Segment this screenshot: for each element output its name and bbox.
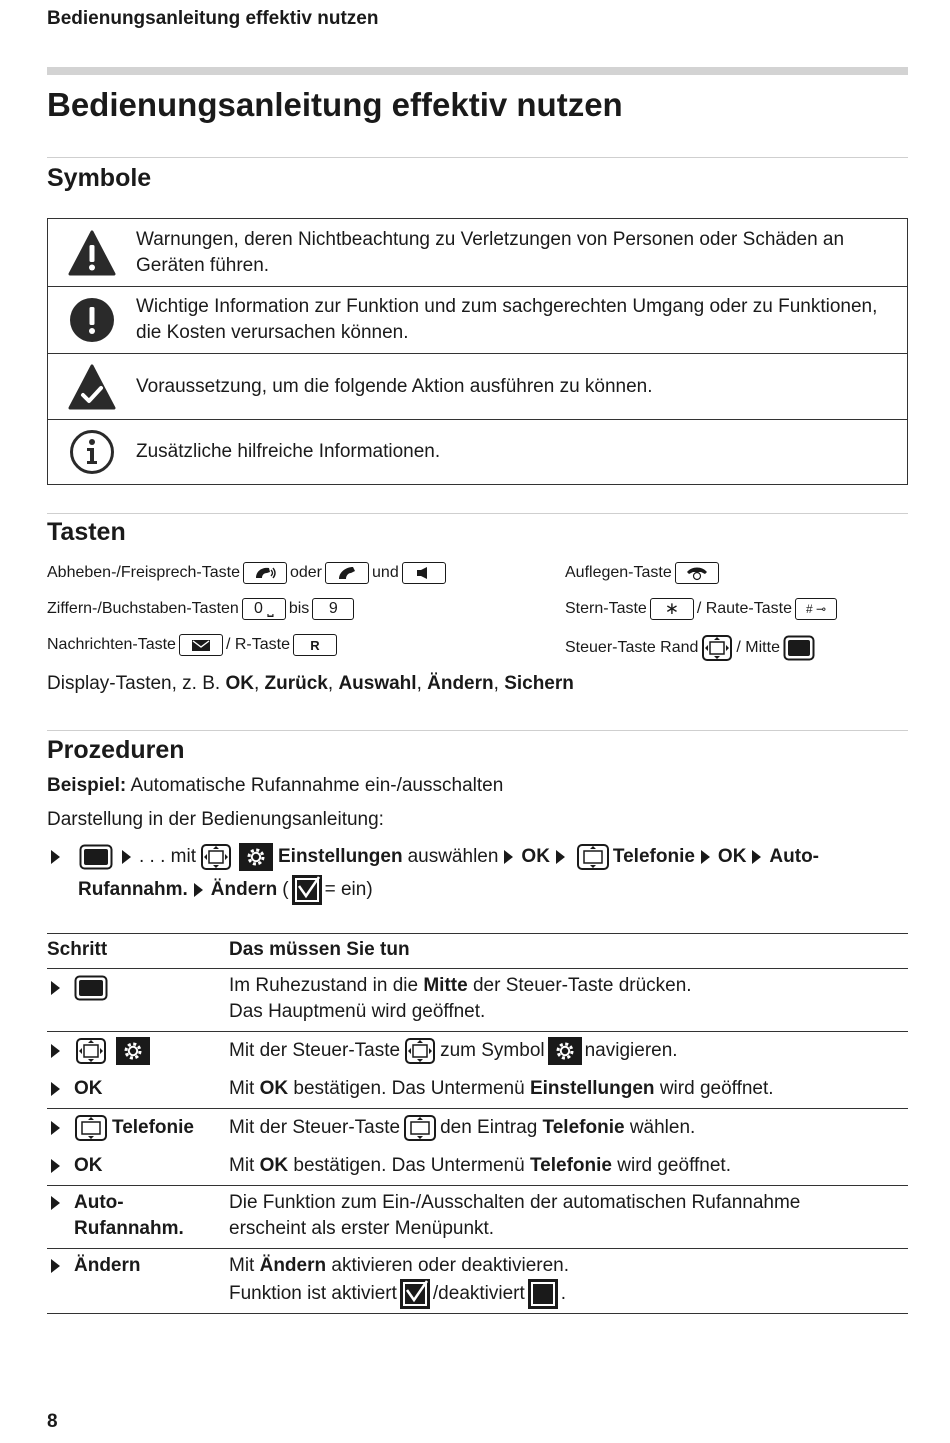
flow-ok: OK [521, 846, 550, 867]
example-line [47, 775, 503, 797]
table-row [47, 969, 908, 1032]
checkbox-checked-icon [400, 1279, 430, 1309]
step-label: OK [74, 1078, 103, 1099]
action-text [229, 1111, 908, 1145]
hash-key: # ⊸ [795, 598, 837, 620]
symbols-table [47, 218, 908, 485]
text-run: . [560, 1283, 567, 1304]
text-run: Mit der Steuer-Taste [229, 1117, 401, 1138]
flow-rufannahm: Rufannahm. [78, 879, 188, 900]
step-cell [47, 1072, 229, 1106]
step-cell [47, 1111, 229, 1145]
symbols-heading: Symbole [47, 164, 152, 192]
checkbox-checked-icon [292, 875, 322, 905]
text-run: Mit [229, 1078, 255, 1099]
page-title: Bedienungsanleitung effektiv nutzen [47, 86, 623, 123]
procedure-table [47, 933, 908, 1314]
step-cell [47, 1190, 229, 1242]
column-header-step: Schritt [47, 934, 229, 969]
onhook-key-icon [675, 562, 719, 584]
settings-gear-icon [239, 843, 273, 871]
arrow-icon [51, 1159, 60, 1173]
r-key-label: / R-Taste [225, 636, 290, 653]
flow-aendern: Ändern [210, 879, 278, 900]
control-updown-icon [403, 1114, 437, 1142]
flow-ein: = ein) [324, 879, 373, 900]
keys-row-star-hash [565, 598, 840, 620]
action-text [229, 1072, 908, 1106]
divider [47, 730, 908, 731]
running-header: Bedienungsanleitung effektiv nutzen [47, 8, 379, 29]
control-ring-icon [701, 634, 733, 662]
arrow-icon [556, 850, 565, 864]
text-bold: OK [259, 1078, 289, 1099]
procedures-heading: Prozeduren [47, 736, 185, 764]
text-bold: Einstellungen [529, 1078, 655, 1099]
text-run: wählen. [629, 1117, 696, 1138]
digits-label: Ziffern-/Buchstaben-Tasten [47, 600, 239, 617]
step-cell [47, 1253, 229, 1279]
envelope-key-icon [179, 634, 223, 656]
symbol-text: Voraussetzung, um die folgende Aktion ausführen zu können. [136, 375, 653, 397]
arrow-icon [51, 1082, 60, 1096]
flow-auswaehlen: auswählen [407, 846, 499, 867]
symbol-text: Wichtige Information zur Funktion und zum sachgerechten Umgang oder zu Funktionen, die Kosten verursachen können. [136, 296, 878, 343]
control-center-icon [79, 844, 113, 870]
text-run: bestätigen. Das Untermenü [293, 1155, 525, 1176]
flow-ok-2: OK [717, 846, 747, 867]
text-run: wird geöffnet. [617, 1155, 731, 1176]
keys-row-onhook [565, 562, 722, 584]
display-key-ok: OK [225, 673, 254, 694]
action-text: Das Hauptmenü wird geöffnet. [229, 1001, 486, 1022]
action-text [229, 1034, 908, 1068]
speaker-key-icon [402, 562, 446, 584]
arrow-icon [122, 850, 131, 864]
keys-row-digits [47, 598, 357, 620]
text-bold: Ändern [259, 1255, 327, 1276]
handsfree-key-icon [243, 562, 287, 584]
header-rule [47, 67, 908, 75]
symbol-row [48, 286, 907, 353]
checkbox-unchecked-icon [528, 1279, 558, 1309]
control-ring-icon [199, 843, 233, 871]
control-ring-icon [403, 1037, 437, 1065]
display-key-aendern: Ändern [427, 673, 494, 694]
text-run: Im Ruhezustand in die [229, 975, 419, 996]
representation-line: Darstellung in der Bedienungsanleitung: [47, 809, 384, 830]
action-text [229, 1149, 908, 1183]
text-run: navigieren. [584, 1040, 678, 1061]
table-row [47, 1249, 908, 1314]
display-key-zurueck: Zurück [264, 673, 328, 694]
display-key-sichern: Sichern [504, 673, 574, 694]
arrow-icon [194, 883, 203, 897]
arrow-icon [51, 850, 60, 864]
key-0: 0 ⎵ [242, 598, 286, 620]
flow-open-paren: ( [282, 879, 289, 900]
offhook-key-icon [325, 562, 369, 584]
text-bold: Telefonie [529, 1155, 612, 1176]
und-text: und [372, 564, 399, 581]
step-label: Auto- [74, 1192, 124, 1213]
prerequisite-check-icon [48, 354, 136, 419]
hash-label: / Raute-Taste [696, 600, 792, 617]
symbol-text: Warnungen, deren Nichtbeachtung zu Verletzungen von Personen oder Schäden an Geräten führen. [136, 228, 845, 276]
star-key: ∗ [650, 598, 694, 620]
arrow-icon [701, 850, 710, 864]
key-9: 9 [312, 598, 354, 620]
step-label: Rufannahm. [74, 1218, 184, 1239]
info-circle-icon [48, 420, 136, 484]
settings-gear-icon [548, 1037, 582, 1065]
table-row [47, 1032, 908, 1071]
keys-row-control [565, 634, 818, 662]
display-keys-line: Display-Tasten, z. B. OK, Zurück, Auswahl, Ändern, Sichern [47, 673, 574, 694]
arrow-icon [51, 1044, 60, 1058]
control-updown-icon [74, 1114, 108, 1142]
symbol-row [48, 219, 907, 286]
table-row [47, 1186, 908, 1249]
text-run: zum Symbol [440, 1040, 545, 1061]
text-run: Mit [229, 1255, 255, 1276]
warning-triangle-icon [48, 219, 136, 286]
settings-gear-icon [116, 1037, 150, 1065]
text-run: den Eintrag [440, 1117, 538, 1138]
example-text: Automatische Rufannahme ein-/ausschalten [130, 775, 504, 796]
text-bold: Mitte [423, 975, 468, 996]
arrow-icon [51, 1121, 60, 1135]
column-header-action: Das müssen Sie tun [229, 934, 908, 969]
example-label: Beispiel: [47, 775, 127, 796]
arrow-icon [51, 981, 60, 995]
divider [47, 513, 908, 514]
display-key-auswahl: Auswahl [338, 673, 417, 694]
display-keys-prefix: Display-Tasten, z. B. [47, 673, 221, 694]
star-label: Stern-Taste [565, 600, 647, 617]
offhook-label: Abheben-/Freisprech-Taste [47, 564, 240, 581]
control-ring-icon [74, 1037, 108, 1065]
text-run: Funktion ist aktiviert [229, 1283, 397, 1304]
table-row [47, 1070, 908, 1109]
control-updown-icon [576, 843, 610, 871]
control-center-icon [783, 635, 815, 661]
step-cell [47, 1034, 229, 1068]
step-label: Ändern [74, 1255, 141, 1276]
procedure-flow [47, 843, 819, 871]
keys-heading: Tasten [47, 518, 126, 546]
symbol-row [48, 419, 907, 484]
text-bold: OK [259, 1155, 289, 1176]
table-row [47, 1109, 908, 1148]
step-cell [47, 971, 229, 1005]
procedure-flow-cont [78, 875, 373, 905]
action-text [229, 1279, 908, 1309]
table-header-row [47, 934, 908, 969]
step-cell [47, 1149, 229, 1183]
r-key: R [293, 634, 337, 656]
action-text [229, 973, 908, 999]
text-run: wird geöffnet. [659, 1078, 774, 1099]
control-mid-label: / Mitte [736, 639, 780, 656]
step-label: OK [74, 1155, 103, 1176]
arrow-icon [51, 1259, 60, 1273]
text-run: Mit der Steuer-Taste [229, 1040, 401, 1061]
divider [47, 157, 908, 158]
text-run: bestätigen. Das Untermenü [293, 1078, 525, 1099]
control-center-icon [74, 975, 108, 1001]
arrow-icon [504, 850, 513, 864]
message-label: Nachrichten-Taste [47, 636, 176, 653]
text-run: aktivieren oder deaktivieren. [331, 1255, 570, 1276]
bis-text: bis [288, 600, 310, 617]
page-number: 8 [47, 1411, 58, 1432]
step-label: Telefonie [112, 1117, 194, 1138]
text-run: /deaktiviert [432, 1283, 525, 1304]
table-row [47, 1147, 908, 1186]
onhook-label: Auflegen-Taste [565, 564, 672, 581]
flow-telefonie: Telefonie [612, 846, 695, 867]
action-text [229, 1253, 908, 1279]
flow-mit: . . . mit [139, 846, 196, 867]
flow-auto: Auto- [769, 846, 820, 867]
arrow-icon [752, 850, 761, 864]
text-run: Mit [229, 1155, 255, 1176]
exclamation-circle-icon [48, 287, 136, 353]
oder-text: oder [289, 564, 323, 581]
text-bold: Telefonie [542, 1117, 625, 1138]
action-text: Die Funktion zum Ein-/Ausschalten der automatischen Rufannahme [229, 1192, 801, 1213]
flow-einstellungen: Einstellungen [278, 846, 403, 867]
keys-row-offhook [47, 562, 449, 584]
keys-row-message [47, 634, 340, 656]
text-run: der Steuer-Taste drücken. [472, 975, 692, 996]
control-label: Steuer-Taste Rand [565, 639, 699, 656]
symbol-row [48, 353, 907, 419]
action-text: erscheint als erster Menüpunkt. [229, 1218, 495, 1239]
symbol-text: Zusätzliche hilfreiche Informationen. [136, 441, 441, 462]
arrow-icon [51, 1196, 60, 1210]
